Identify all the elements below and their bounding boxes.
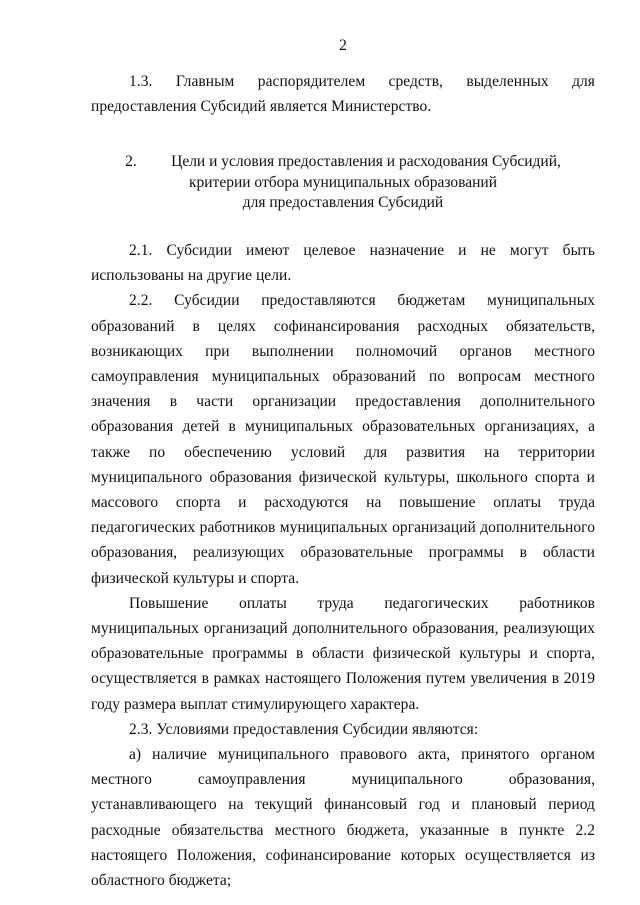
salary-increase-paragraph: Повышение оплаты труда педагогических работников муниципальных организаций дополнительного образования, реализующих образовательные программы в области физической культуры и спорта, осуществляется в рамках настоящего Положения путем увеличения в 2019 году размера выплат стимулирующего характера. xyxy=(91,594,595,713)
clause-2-1: 2.1. Субсидии имеют целевое назначение и не могут быть использованы на другие цели. xyxy=(91,241,595,285)
condition-a: а) наличие муниципального правового акта, принятого органом местного самоуправления муниципального образования, устанавливающего на текущий финансовый год и плановый период расходные обязательства местного бюджета, указанные в пункте 2.2 настоящего Положения, софинансирование которых осуществляется из областного бюджета; xyxy=(91,745,595,889)
section-2-number: 2. xyxy=(125,153,137,171)
section-2-title-line-3: для предоставления Субсидий xyxy=(242,194,444,212)
page-number: 2 xyxy=(339,37,347,54)
section-2-title-line-1: Цели и условия предоставления и расходования Субсидий, xyxy=(171,153,561,171)
section-2-heading-line-1 xyxy=(91,152,595,173)
section-2-heading xyxy=(91,152,595,214)
section-2-title-line-2: критерии отбора муниципальных образований xyxy=(188,173,498,191)
clause-1-3: 1.3. Главным распорядителем средств, выделенных для предоставления Субсидий является Министерство. xyxy=(91,73,595,116)
document-page xyxy=(91,36,595,893)
clause-2-3: 2.3. Условиями предоставления Субсидии являются: xyxy=(129,720,479,738)
clause-2-2: 2.2. Субсидии предоставляются бюджетам муниципальных образований в целях софинансирования расходных обязательств, возникающих при выполнении полномочий органов местного самоуправления муниципальных образований по вопросам местного значения в части организации предоставления дополнительного образования детей в муниципальных образовательных организациях, а также по обеспечению условий для развития на территории муниципального образования физической культуры, школьного спорта и массового спорта и расходуются на повышение оплаты труда педагогических работников муниципальных организаций дополнительного образования, реализующих образовательные программы в области физической культуры и спорта. xyxy=(91,292,595,587)
